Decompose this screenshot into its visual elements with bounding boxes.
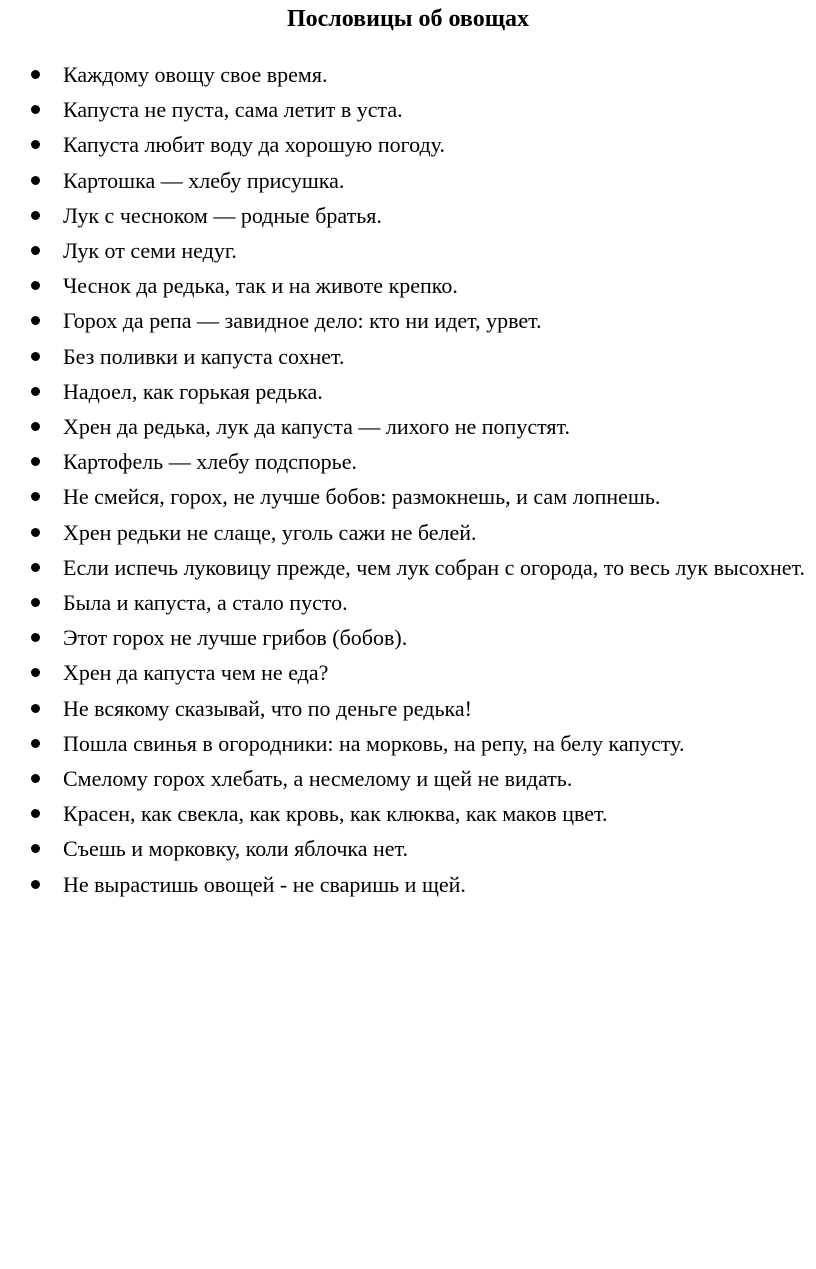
proverb-item <box>0 691 816 726</box>
proverb-text: Смелому горох хлебать, а несмелому и щей не видать. <box>63 766 573 792</box>
proverb-item <box>0 867 816 902</box>
bullet-icon <box>31 140 40 149</box>
proverb-text: Не вырастишь овощей - не сваришь и щей. <box>63 871 466 897</box>
bullet-icon <box>31 598 40 607</box>
bullet-icon <box>31 457 40 466</box>
proverb-item <box>0 339 816 374</box>
proverb-text: Хрен да редька, лук да капуста — лихого не попустят. <box>63 414 570 440</box>
proverb-item <box>0 479 816 514</box>
proverb-text: Лук с чесноком — родные братья. <box>63 202 382 228</box>
bullet-icon <box>31 176 40 185</box>
proverb-text: Не всякому сказывай, что по деньге редька! <box>63 695 472 721</box>
bullet-icon <box>31 633 40 642</box>
proverb-item <box>0 726 816 761</box>
proverb-list <box>0 57 816 902</box>
proverb-item <box>0 550 816 585</box>
bullet-icon <box>31 105 40 114</box>
bullet-icon <box>31 352 40 361</box>
bullet-icon <box>31 387 40 396</box>
bullet-icon <box>31 563 40 572</box>
proverb-text: Надоел, как горькая редька. <box>63 378 323 404</box>
proverb-item <box>0 127 816 162</box>
proverb-text: Капуста не пуста, сама летит в уста. <box>63 97 403 123</box>
document-title: Пословицы об овощах <box>286 6 529 32</box>
proverb-text: Каждому овощу свое время. <box>63 62 328 87</box>
bullet-icon <box>31 774 40 783</box>
bullet-icon <box>31 211 40 220</box>
proverb-item <box>0 163 816 198</box>
proverb-text: Хрен редьки не слаще, уголь сажи не белей. <box>63 519 477 545</box>
bullet-icon <box>31 844 40 853</box>
proverb-text: Если испечь луковицу прежде, чем лук собран с огорода, то весь лук высохнет. <box>63 554 805 580</box>
proverb-item <box>0 374 816 409</box>
proverb-text: Картофель — хлебу подспорье. <box>63 449 357 475</box>
proverb-text: Была и капуста, а стало пусто. <box>63 590 348 616</box>
bullet-icon <box>31 422 40 431</box>
bullet-icon <box>31 809 40 818</box>
proverb-text: Съешь и морковку, коли яблочка нет. <box>63 836 409 862</box>
proverb-text: Горох да репа — завидное дело: кто ни идет, урвет. <box>63 308 542 334</box>
bullet-icon <box>31 492 40 501</box>
bullet-icon <box>31 528 40 537</box>
proverb-item <box>0 92 816 127</box>
bullet-icon <box>31 316 40 325</box>
proverb-item <box>0 268 816 303</box>
proverb-item <box>0 444 816 479</box>
proverb-text: Лук от семи недуг. <box>63 238 237 264</box>
proverb-item <box>0 198 816 233</box>
proverb-text: Чеснок да редька, так и на животе крепко. <box>63 273 458 299</box>
bullet-icon <box>31 668 40 677</box>
proverb-text: Не смейся, горох, не лучше бобов: размокнешь, и сам лопнешь. <box>63 484 661 510</box>
bullet-icon <box>31 704 40 713</box>
bullet-icon <box>31 739 40 748</box>
proverb-text: Красен, как свекла, как кровь, как клюква, как маков цвет. <box>63 801 608 827</box>
proverb-text: Этот горох не лучше грибов (бобов). <box>63 625 408 651</box>
bullet-icon <box>31 880 40 889</box>
bullet-icon <box>31 70 40 79</box>
bullet-icon <box>31 246 40 255</box>
proverb-text: Картошка — хлебу присушка. <box>63 167 345 193</box>
proverb-item <box>0 796 816 831</box>
bullet-icon <box>31 281 40 290</box>
proverb-text: Хрен да капуста чем не еда? <box>63 660 329 686</box>
proverb-item <box>0 303 816 338</box>
proverb-item <box>0 585 816 620</box>
proverb-item <box>0 409 816 444</box>
proverb-text: Пошла свинья в огородники: на морковь, на репу, на белу капусту. <box>63 730 685 756</box>
proverb-item <box>0 57 816 92</box>
proverb-item <box>0 515 816 550</box>
proverb-item <box>0 655 816 690</box>
proverb-item <box>0 831 816 866</box>
proverb-text: Без поливки и капуста сохнет. <box>63 343 345 369</box>
proverb-item <box>0 761 816 796</box>
proverb-item <box>0 620 816 655</box>
proverb-text: Капуста любит воду да хорошую погоду. <box>63 132 445 158</box>
proverb-item <box>0 233 816 268</box>
